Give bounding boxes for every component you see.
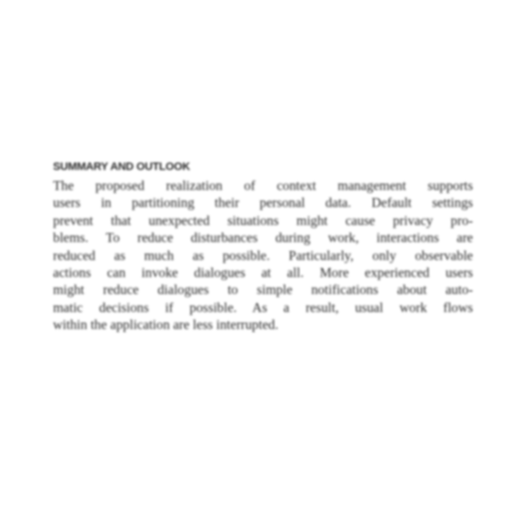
summary-paragraph <box>53 177 473 334</box>
paragraph-line: within the application are less interrupted. <box>53 317 279 333</box>
paragraph-line: users in partitioning their personal data. Default settings <box>53 195 473 211</box>
section-heading: SUMMARY AND OUTLOOK <box>53 161 190 173</box>
paragraph-line: actions can invoke dialogues at all. More experienced users <box>53 265 473 281</box>
paragraph-line: blems. To reduce disturbances during work, interactions are <box>53 230 473 246</box>
paragraph-line: reduced as much as possible. Particularly, only observable <box>53 247 473 263</box>
summary-section <box>53 160 473 334</box>
paragraph-line: The proposed realization of context management supports <box>53 178 473 193</box>
paragraph-line: matic decisions if possible. As a result, usual work flows <box>53 299 473 315</box>
paragraph-line: might reduce dialogues to simple notifications about auto- <box>53 282 473 298</box>
paragraph-line: prevent that unexpected situations might cause privacy pro- <box>53 212 473 228</box>
